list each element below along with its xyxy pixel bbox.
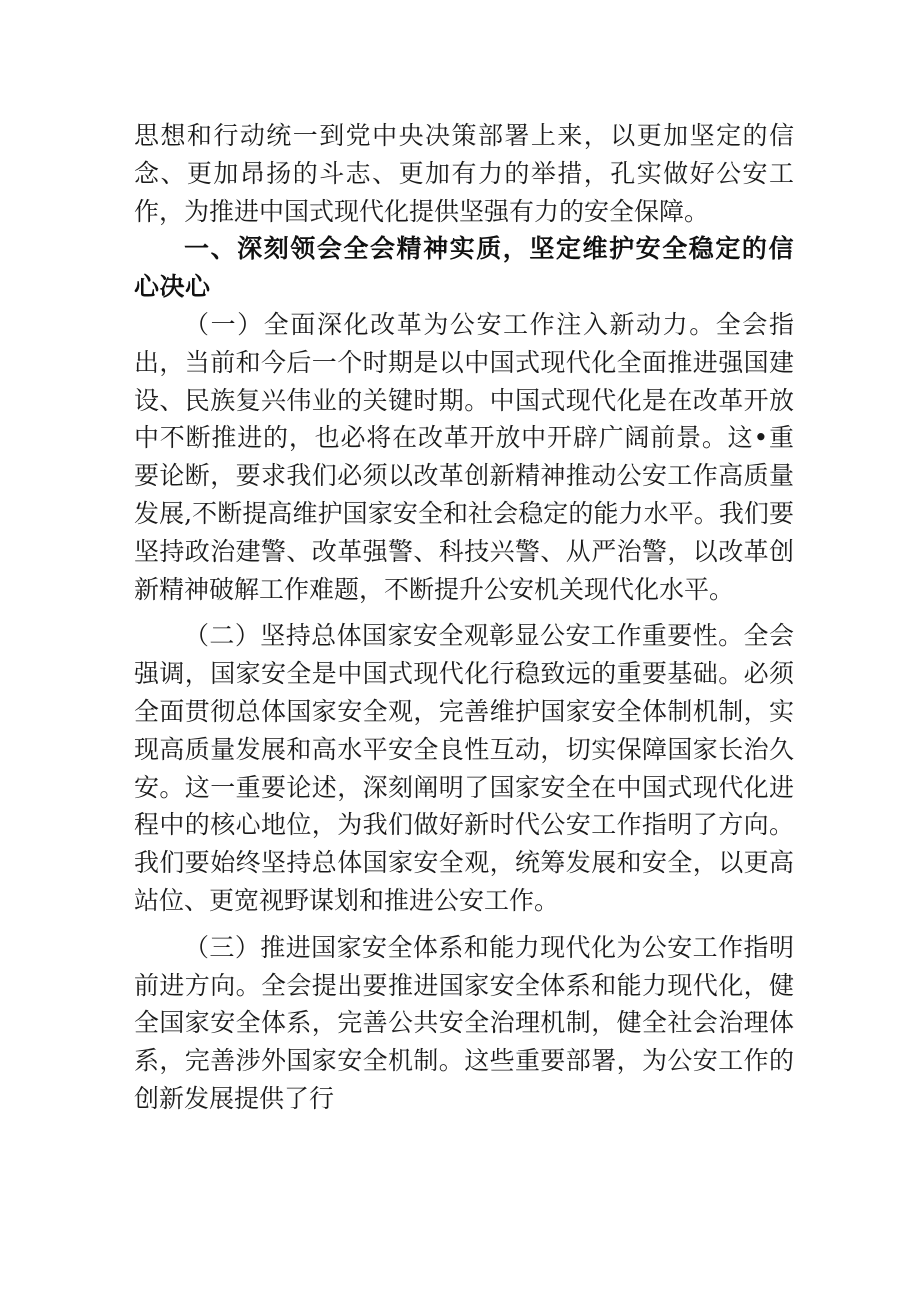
paragraph-intro-continued: 思想和行动统一到党中央决策部署上来，以更加坚定的信念、更加昂扬的斗志、更加有力的举措，孔实做好公安工作，为推进中国式现代化提供坚强有力的安全保障。 — [134, 121, 794, 226]
paragraph-subsection-1: （一）全面深化改革为公安工作注入新动力。全会指出，当前和今后一个时期是以中国式现代化全面推进强国建设、民族复兴伟业的关键时期。中国式现代化是在改革开放中不断推进的，也必将在改革开放中开辟广阔前景。这•重要论断，要求我们必须以改革创新精神推动公安工作高质量发展,不断提高维护国家安全和社会稳定的能力水平。我们要坚持政治建警、改革强警、科技兴警、从严治警，以改革创新精神破解工作难题，不断提升公安机关现代化水平。 — [134, 309, 794, 604]
paragraph-subsection-3: （三）推进国家安全体系和能力现代化为公安工作指明前进方向。全会提出要推进国家安全体系和能力现代化，健全国家安全体系，完善公共安全治理机制，健全社会治理体系，完善涉外国家安全机制。这些重要部署，为公安工作的创新发展提供了行 — [134, 932, 794, 1113]
section-heading: 一、深刻领会全会精神实质，坚定维护安全稳定的信心决心 — [134, 234, 794, 302]
document-body — [134, 117, 794, 1118]
paragraph-subsection-2: （二）坚持总体国家安全观彰显公安工作重要性。全会强调，国家安全是中国式现代化行稳致远的重要基础。必须全面贯彻总体国家安全观，完善维护国家安全体制机制，实现高质量发展和高水平安全良性互动，切实保障国家长治久安。这一重要论述，深刻阐明了国家安全在中国式现代化进程中的核心地位，为我们做好新时代公安工作指明了方向。我们要始终坚持总体国家安全观，统筹发展和安全，以更高站位、更宽视野谋划和推进公安工作。 — [134, 621, 794, 915]
